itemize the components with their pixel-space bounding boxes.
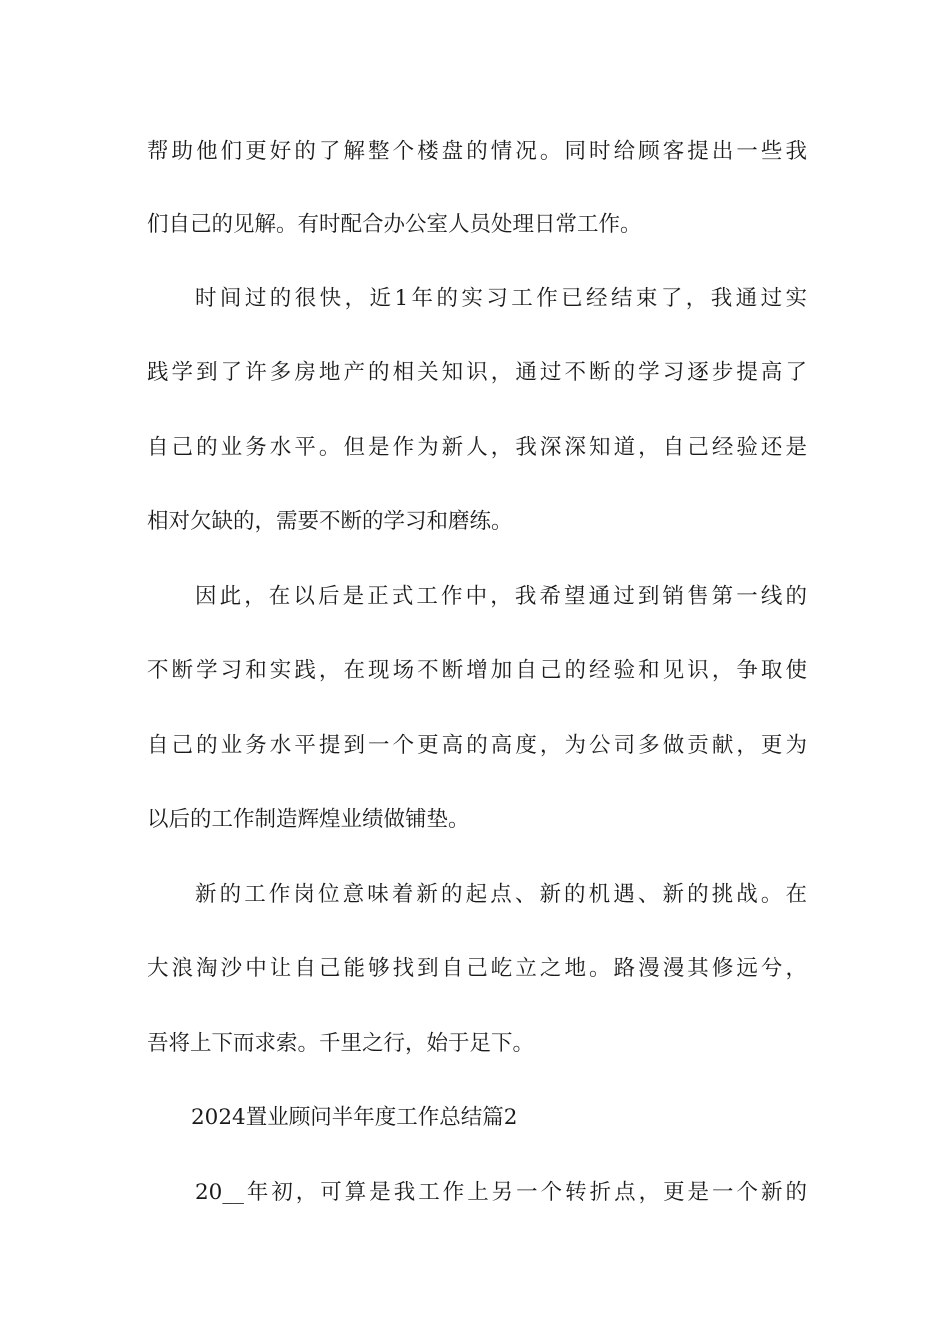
section-heading: 2024置业顾问半年度工作总结篇2 [191, 1105, 518, 1130]
text-line: 自己的业务水平。但是作为新人，我深深知道，自己经验还是 [147, 435, 807, 460]
text-line: 相对欠缺的，需要不断的学习和磨练。 [147, 509, 513, 534]
text-line: 们自己的见解。有时配合办公室人员处理日常工作。 [147, 212, 642, 237]
text-line: 不断学习和实践，在现场不断增加自己的经验和见识，争取使 [147, 658, 807, 683]
paragraph-first-line: 20__年初，可算是我工作上另一个转折点，更是一个新的 [195, 1180, 807, 1205]
paragraph-first-line: 因此，在以后是正式工作中，我希望通过到销售第一线的 [195, 584, 807, 609]
text-line: 以后的工作制造辉煌业绩做铺垫。 [147, 807, 470, 832]
paragraph-first-line: 时间过的很快，近1年的实习工作已经结束了，我通过实 [195, 286, 807, 311]
text-line: 大浪淘沙中让自己能够找到自己屹立之地。路漫漫其修远兮， [147, 956, 807, 981]
paragraph-first-line: 新的工作岗位意味着新的起点、新的机遇、新的挑战。在 [195, 882, 807, 907]
text-line: 帮助他们更好的了解整个楼盘的情况。同时给顾客提出一些我 [147, 139, 807, 164]
text-line: 践学到了许多房地产的相关知识，通过不断的学习逐步提高了 [147, 360, 807, 385]
text-line: 吾将上下而求索。千里之行，始于足下。 [147, 1031, 535, 1056]
text-line: 自己的业务水平提到一个更高的高度，为公司多做贡献，更为 [147, 733, 807, 758]
